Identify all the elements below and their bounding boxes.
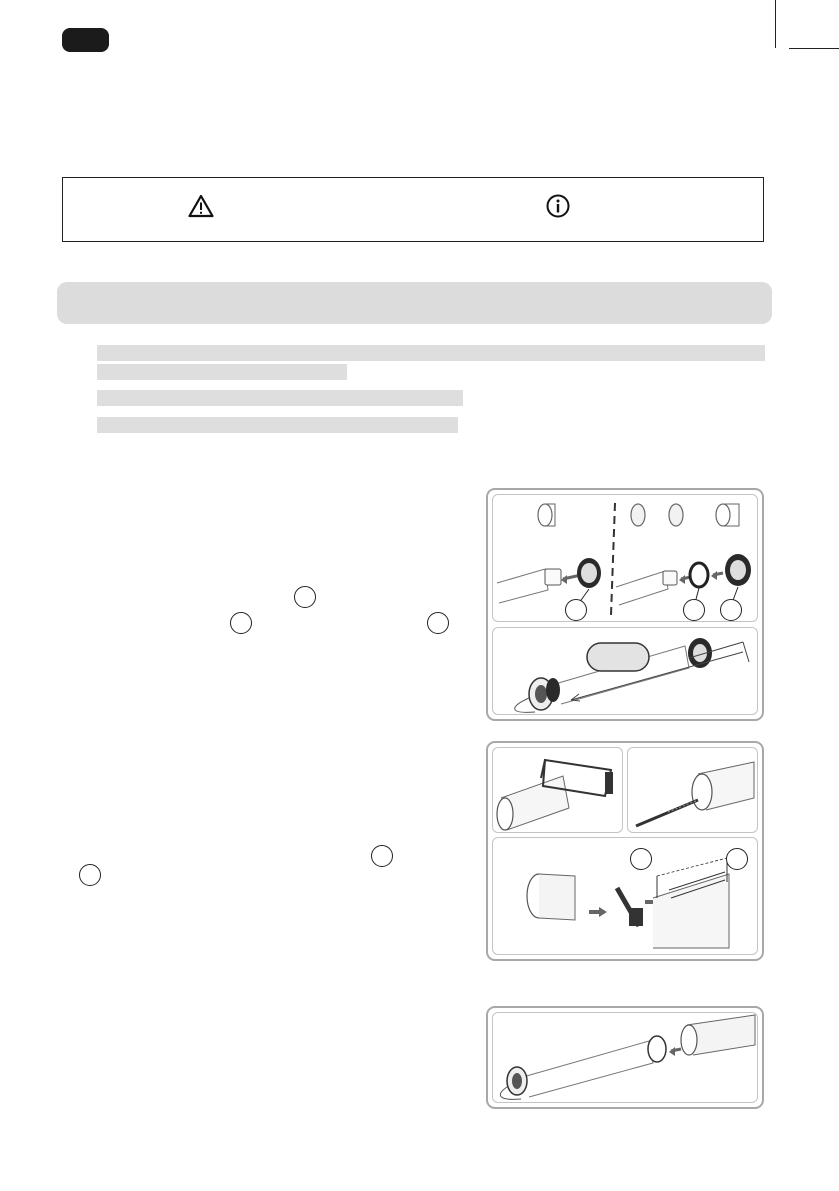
figure-panel-saw [492, 747, 623, 833]
warning-triangle-icon [188, 194, 214, 218]
section-title-bar [57, 282, 772, 324]
intro-line-4 [97, 417, 458, 433]
deburr-tool-illustration [628, 748, 759, 834]
figure-panel-insert [492, 1012, 758, 1103]
intro-line-1 [97, 345, 765, 361]
figure-marker [720, 599, 742, 621]
figure-marker [565, 599, 587, 621]
safety-notice-box [62, 177, 764, 242]
figure-panel-measure [492, 627, 758, 715]
intro-line-3 [97, 390, 463, 406]
figure-tube-cutting [486, 741, 764, 961]
figure-panel-adapters [492, 494, 758, 622]
adapter-illustration [493, 495, 759, 623]
crop-mark-right [789, 48, 839, 49]
figure-panel-deburr [627, 747, 758, 833]
step-marker [294, 586, 316, 608]
figure-adapter-fitting [486, 488, 764, 721]
step-marker [427, 612, 449, 634]
figure-marker [630, 848, 652, 870]
notch-cutting-illustration [493, 838, 759, 956]
figure-marker [726, 848, 748, 870]
language-tab [62, 28, 109, 52]
intro-line-2 [97, 364, 347, 380]
step-marker [79, 864, 101, 886]
figure-motor-insertion [486, 1006, 764, 1109]
figure-marker [683, 599, 705, 621]
step-marker [371, 845, 393, 867]
figure-panel-notch [492, 837, 758, 955]
motor-insertion-illustration [493, 1013, 759, 1104]
info-circle-icon [546, 194, 570, 218]
motor-length-illustration [493, 628, 759, 716]
hacksaw-illustration [493, 748, 624, 834]
crop-mark-top-right [775, 0, 776, 48]
step-marker [230, 612, 252, 634]
